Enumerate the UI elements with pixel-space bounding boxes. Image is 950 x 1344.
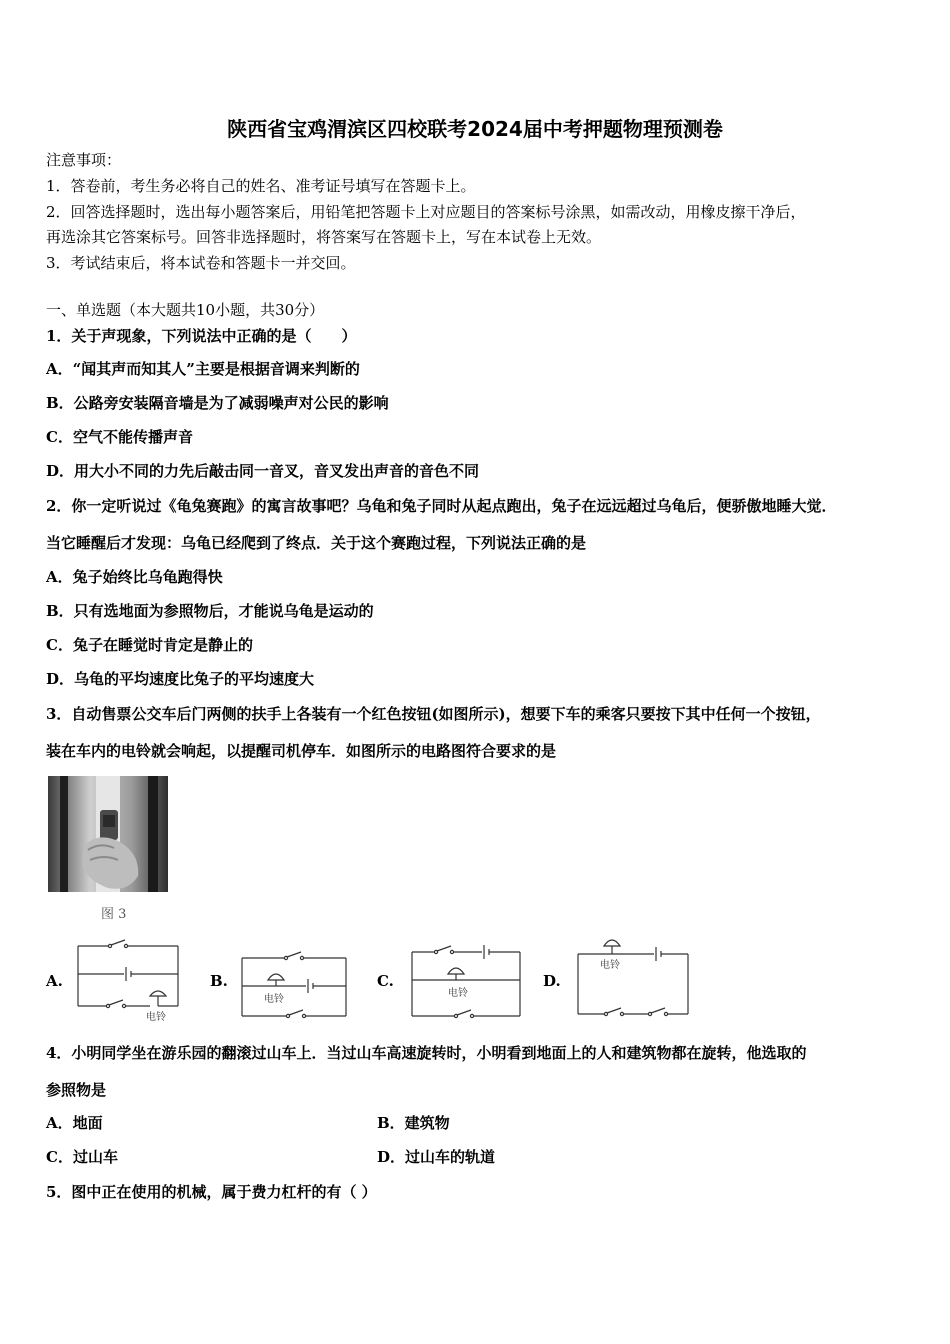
- q4-option-b: B．建筑物: [377, 1114, 450, 1132]
- bus-button-photo: [48, 776, 168, 892]
- question-3-stem-cont: 装在车内的电铃就会响起，以提醒司机停车．如图所示的电路图符合要求的是: [46, 742, 557, 760]
- question-3-stem: 3．自动售票公交车后门两侧的扶手上各装有一个红色按钮(如图所示)，想要下车的乘客只要按下其中任何一个按钮，: [46, 705, 821, 723]
- bell-label: 电铃: [600, 960, 620, 971]
- q2-option-a: A．兔子始终比乌龟跑得快: [46, 568, 223, 586]
- section-heading: 一、单选题（本大题共10小题，共30分）: [46, 301, 325, 319]
- circuit-c: [404, 934, 528, 1028]
- question-2-stem: 2．你一定听说过《龟兔赛跑》的寓言故事吧？乌龟和兔子同时从起点跑出，兔子在远远超过乌龟后，便骄傲地睡大觉．: [46, 497, 837, 515]
- q1-option-b: B．公路旁安装隔音墙是为了减弱噪声对公民的影响: [46, 394, 389, 412]
- question-4-stem: 4．小明同学坐在游乐园的翻滚过山车上．当过山车高速旋转时，小明看到地面上的人和建筑物都在旋转，他选取的: [46, 1044, 807, 1062]
- bell-label: 电铃: [146, 1012, 166, 1023]
- question-1-stem: 1．关于声现象，下列说法中正确的是（ ）: [46, 327, 357, 345]
- bell-label: 电铃: [264, 994, 284, 1005]
- q1-option-d: D．用大小不同的力先后敲击同一音叉，音叉发出声音的音色不同: [46, 462, 480, 480]
- q4-option-d: D．过山车的轨道: [377, 1148, 496, 1166]
- q3-option-c-label: C.: [377, 972, 394, 990]
- notice-item: 2．回答选择题时，选出每小题答案后，用铅笔把答题卡上对应题目的答案标号涂黑，如需改动，用橡皮擦干净后，: [46, 203, 806, 221]
- photo-caption: 图 3: [101, 907, 127, 922]
- q2-option-c: C．兔子在睡觉时肯定是静止的: [46, 636, 253, 654]
- q3-option-a-label: A.: [46, 972, 63, 990]
- circuit-a: [72, 934, 184, 1028]
- question-4-stem-cont: 参照物是: [46, 1081, 107, 1099]
- circuit-b: [236, 938, 352, 1032]
- bell-label: 电铃: [448, 988, 468, 999]
- notice-item: 1．答卷前，考生务必将自己的姓名、准考证号填写在答题卡上。: [46, 177, 476, 195]
- q2-option-b: B．只有选地面为参照物后，才能说乌龟是运动的: [46, 602, 374, 620]
- notice-item: 再选涂其它答案标号。回答非选择题时，将答案写在答题卡上，写在本试卷上无效。: [46, 228, 602, 246]
- q4-option-a: A．地面: [46, 1114, 103, 1132]
- q3-option-d-label: D.: [543, 972, 561, 990]
- q1-option-c: C．空气不能传播声音: [46, 428, 193, 446]
- page-title: 陕西省宝鸡渭滨区四校联考2024届中考押题物理预测卷: [227, 117, 723, 141]
- q4-option-c: C．过山车: [46, 1148, 118, 1166]
- q1-option-a: A．“闻其声而知其人”主要是根据音调来判断的: [46, 360, 360, 378]
- question-2-stem-cont: 当它睡醒后才发现：乌龟已经爬到了终点．关于这个赛跑过程，下列说法正确的是: [46, 534, 587, 552]
- question-5-stem: 5．图中正在使用的机械，属于费力杠杆的有（ ）: [46, 1183, 377, 1201]
- circuit-d: [570, 930, 696, 1030]
- notice-heading: 注意事项：: [46, 151, 122, 169]
- q3-option-b-label: B.: [210, 972, 228, 990]
- q2-option-d: D．乌龟的平均速度比兔子的平均速度大: [46, 670, 315, 688]
- notice-item: 3．考试结束后，将本试卷和答题卡一并交回。: [46, 254, 356, 272]
